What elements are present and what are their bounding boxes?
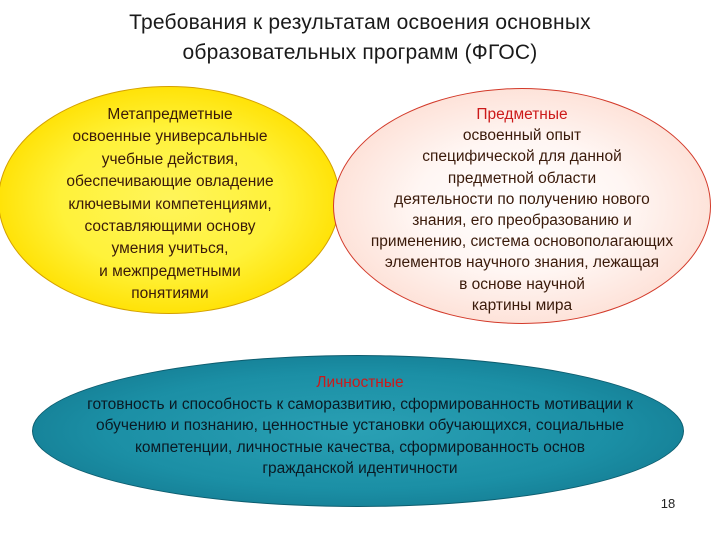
subject-line: применению, система основополагающих bbox=[370, 233, 674, 251]
page-number: 18 bbox=[660, 496, 676, 511]
subject-line: специфической для данной bbox=[422, 148, 622, 166]
metasubject-line: учебные действия, bbox=[101, 150, 239, 168]
metasubject-line: составляющими основу bbox=[84, 218, 256, 236]
slide-title bbox=[40, 8, 680, 68]
personal-line: готовность и способность к саморазвитию, сформированность мотивации к bbox=[87, 395, 633, 413]
subject-line: предметной области bbox=[447, 169, 597, 187]
metasubject-line: понятиями bbox=[131, 285, 209, 303]
personal-heading: Личностные bbox=[316, 374, 404, 391]
slide-title-line-1: Требования к результатам освоения основных bbox=[129, 11, 591, 34]
subject-line: знания, его преобразованию и bbox=[412, 212, 632, 230]
personal-line: гражданской идентичности bbox=[262, 460, 458, 478]
metasubject-line: и межпредметными bbox=[99, 262, 241, 280]
personal-line: компетенции, личностные качества, сформированность основ bbox=[134, 438, 586, 456]
metasubject-text bbox=[10, 104, 330, 306]
personal-line: обучению и познанию, ценностные установки обучающихся, социальные bbox=[96, 417, 624, 435]
metasubject-line: ключевыми компетенциями, bbox=[68, 195, 272, 213]
subject-line: картины мира bbox=[471, 296, 573, 314]
subject-line: в основе научной bbox=[459, 275, 585, 293]
subject-line: деятельности по получению нового bbox=[394, 190, 650, 208]
subject-heading: Предметные bbox=[476, 106, 568, 123]
personal-text bbox=[20, 372, 700, 480]
metasubject-heading: Метапредметные bbox=[107, 106, 233, 123]
metasubject-line: умения учиться, bbox=[111, 240, 229, 258]
subject-line: элементов научного знания, лежащая bbox=[384, 254, 660, 272]
subject-text bbox=[336, 104, 708, 316]
metasubject-line: освоенные универсальные bbox=[72, 128, 268, 146]
metasubject-line: обеспечивающие овладение bbox=[66, 173, 274, 191]
slide-title-line-2: образовательных программ (ФГОС) bbox=[182, 41, 538, 64]
subject-line: освоенный опыт bbox=[462, 127, 582, 145]
